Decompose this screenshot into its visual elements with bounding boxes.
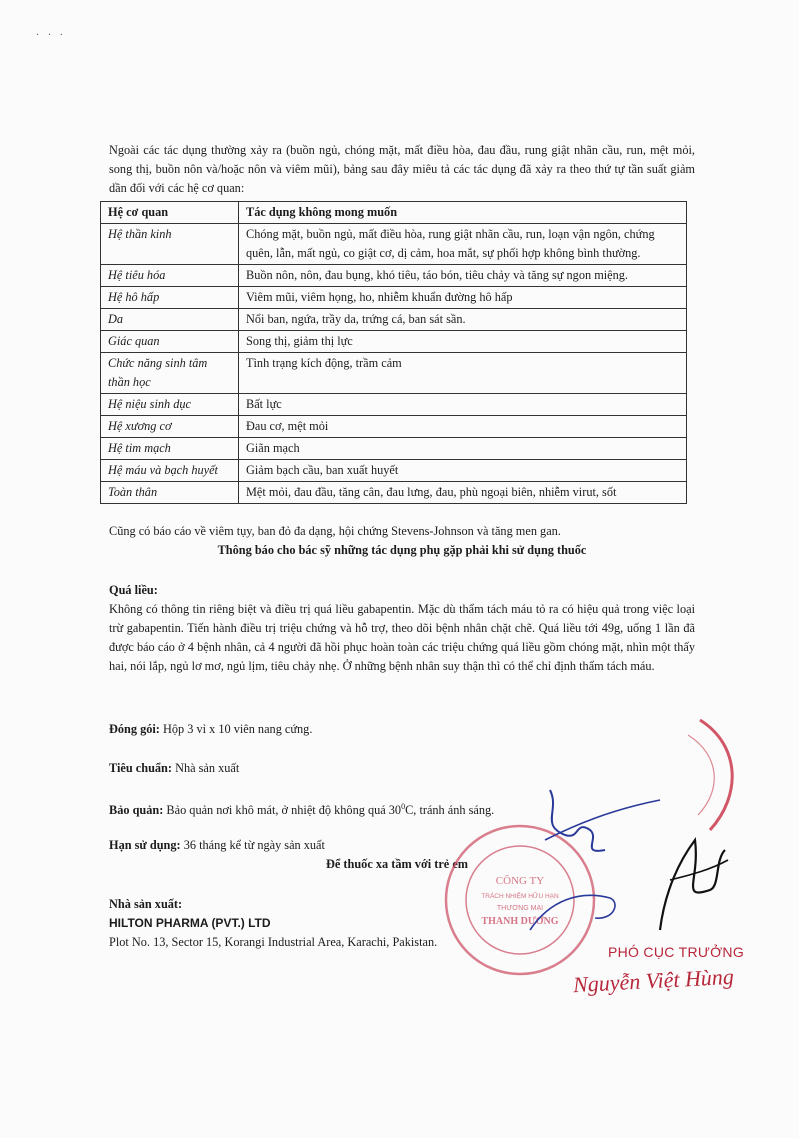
stamp-line-1: CÔNG TY (495, 875, 545, 887)
organ-cell: Hệ thần kinh (101, 224, 239, 265)
effects-cell: Đau cơ, mệt mỏi (239, 416, 687, 438)
keep-away-warning: Để thuốc xa tầm với trẻ em (326, 857, 469, 871)
effects-cell: Song thị, giảm thị lực (239, 331, 687, 353)
organ-cell: Hệ hô hấp (101, 287, 239, 309)
header-effects: Tác dụng không mong muốn (239, 202, 687, 224)
overdose-heading: Quá liều: (109, 583, 158, 597)
officer-title: PHÓ CỤC TRƯỞNG (608, 944, 745, 960)
manufacturer-name: HILTON PHARMA (PVT.) LTD (109, 916, 271, 930)
organ-cell: Hệ tim mạch (101, 438, 239, 460)
packaging-label: Đóng gói: (109, 722, 160, 736)
effects-cell: Bất lực (239, 394, 687, 416)
effects-cell: Chóng mặt, buồn ngủ, mất điều hòa, rung giật nhãn cầu, run, loạn vận ngôn, chứng quên, lẫn, mất ngủ, co giật cơ, dị cảm, hoa mắt, sự phối hợp không bình thường. (239, 224, 687, 265)
expiry-label: Hạn sử dụng: (109, 838, 181, 852)
effects-cell: Buồn nôn, nôn, đau bụng, khó tiêu, táo bón, tiêu chảy và tăng sự ngon miệng. (239, 265, 687, 287)
scan-marks: · · · (36, 30, 66, 41)
packaging-line (109, 720, 695, 739)
notify-doctor: Thông báo cho bác sỹ những tác dụng phụ gặp phải khi sử dụng thuốc (217, 543, 587, 557)
table-row (101, 482, 687, 504)
packaging-value: Hộp 3 vỉ x 10 viên nang cứng. (159, 722, 313, 736)
organ-cell: Hệ xương cơ (101, 416, 239, 438)
manufacturer-label: Nhà sản xuất: (109, 897, 183, 911)
officer-signature (640, 820, 730, 940)
table-row (101, 309, 687, 331)
effects-cell: Nổi ban, ngứa, trầy da, trứng cá, ban sát sần. (239, 309, 687, 331)
table-row (101, 416, 687, 438)
organ-cell: Hệ niệu sinh dục (101, 394, 239, 416)
standard-value: Nhà sản xuất (172, 761, 240, 775)
stamp-line-4: THANH DƯƠNG (481, 916, 559, 927)
table-row (101, 438, 687, 460)
organ-cell: Giác quan (101, 331, 239, 353)
table-header-row (101, 202, 687, 224)
standard-label: Tiêu chuẩn: (109, 761, 172, 775)
storage-degree: 0 (401, 802, 406, 811)
table-row (101, 460, 687, 482)
table-row (101, 353, 687, 394)
effects-cell: Viêm mũi, viêm họng, ho, nhiễm khuẩn đường hô hấp (239, 287, 687, 309)
organ-cell: Hệ máu và bạch huyết (101, 460, 239, 482)
table-row (101, 331, 687, 353)
organ-cell: Chức năng sinh tâm thần học (101, 353, 239, 394)
header-organ: Hệ cơ quan (101, 202, 239, 224)
standard-line (109, 759, 695, 778)
overdose-text: Không có thông tin riêng biệt và điều trị quá liều gabapentin. Mặc dù thẩm tách máu tỏ ra có hiệu quả trong việc loại trừ gabapentin. Tiến hành điều trị triệu chứng và hỗ trợ, theo dõi bệnh nhân chặt chẽ. Quá liều tới 49g, uống 1 lần đã được báo cáo ở 4 bệnh nhân, cả 4 người đã hồi phục hoàn toàn các triệu chứng quá liều gồm chóng mặt, nhìn một thấy hai, nói lắp, ngủ lơ mơ, ngủ lịm, tiêu chảy nhẹ. Ở những bệnh nhân suy thận thì có thể chỉ định thẩm tách máu. (109, 602, 695, 673)
intro-paragraph: Ngoài các tác dụng thường xảy ra (buồn ngủ, chóng mặt, mất điều hòa, đau đầu, rung giật nhãn cầu, run, mệt mỏi, song thị, buồn nôn và/hoặc nôn và viêm mũi), bảng sau đây miêu tả các tác dụng đã xảy ra theo thứ tự tần suất giảm dần đối với các hệ cơ quan: (109, 143, 695, 195)
effects-cell: Mệt mỏi, đau đầu, tăng cân, đau lưng, đau, phù ngoại biên, nhiễm virut, sốt (239, 482, 687, 504)
official-seal-arc (680, 715, 750, 835)
storage-value-end: C, tránh ánh sáng. (405, 803, 495, 818)
side-effects-table (100, 201, 687, 504)
table-row (101, 224, 687, 265)
stamp-line-2: TRÁCH NHIỆM HỮU HẠN (481, 893, 559, 900)
effects-cell: Tình trạng kích động, trầm cảm (239, 353, 687, 394)
effects-cell: Giảm bạch cầu, ban xuất huyết (239, 460, 687, 482)
storage-label: Bảo quản: (109, 803, 164, 818)
table-row (101, 265, 687, 287)
other-reports: Cũng có báo cáo về viêm tụy, ban đỏ đa dạng, hội chứng Stevens-Johnson và tăng men gan. (109, 524, 561, 538)
expiry-value: 36 tháng kể từ ngày sản xuất (180, 838, 325, 852)
stamp-line-3: THƯƠNG MẠI (496, 905, 544, 912)
organ-cell: Da (101, 309, 239, 331)
organ-cell: Toàn thân (101, 482, 239, 504)
effects-cell: Giãn mạch (239, 438, 687, 460)
storage-value: Bảo quản nơi khô mát, ở nhiệt độ không quá 30 (163, 803, 402, 818)
organ-cell: Hệ tiêu hóa (101, 265, 239, 287)
table-row (101, 394, 687, 416)
manufacturer-address: Plot No. 13, Sector 15, Korangi Industrial Area, Karachi, Pakistan. (109, 935, 438, 949)
table-row (101, 287, 687, 309)
officer-name-signature: Nguyễn Việt Hùng (572, 963, 735, 998)
